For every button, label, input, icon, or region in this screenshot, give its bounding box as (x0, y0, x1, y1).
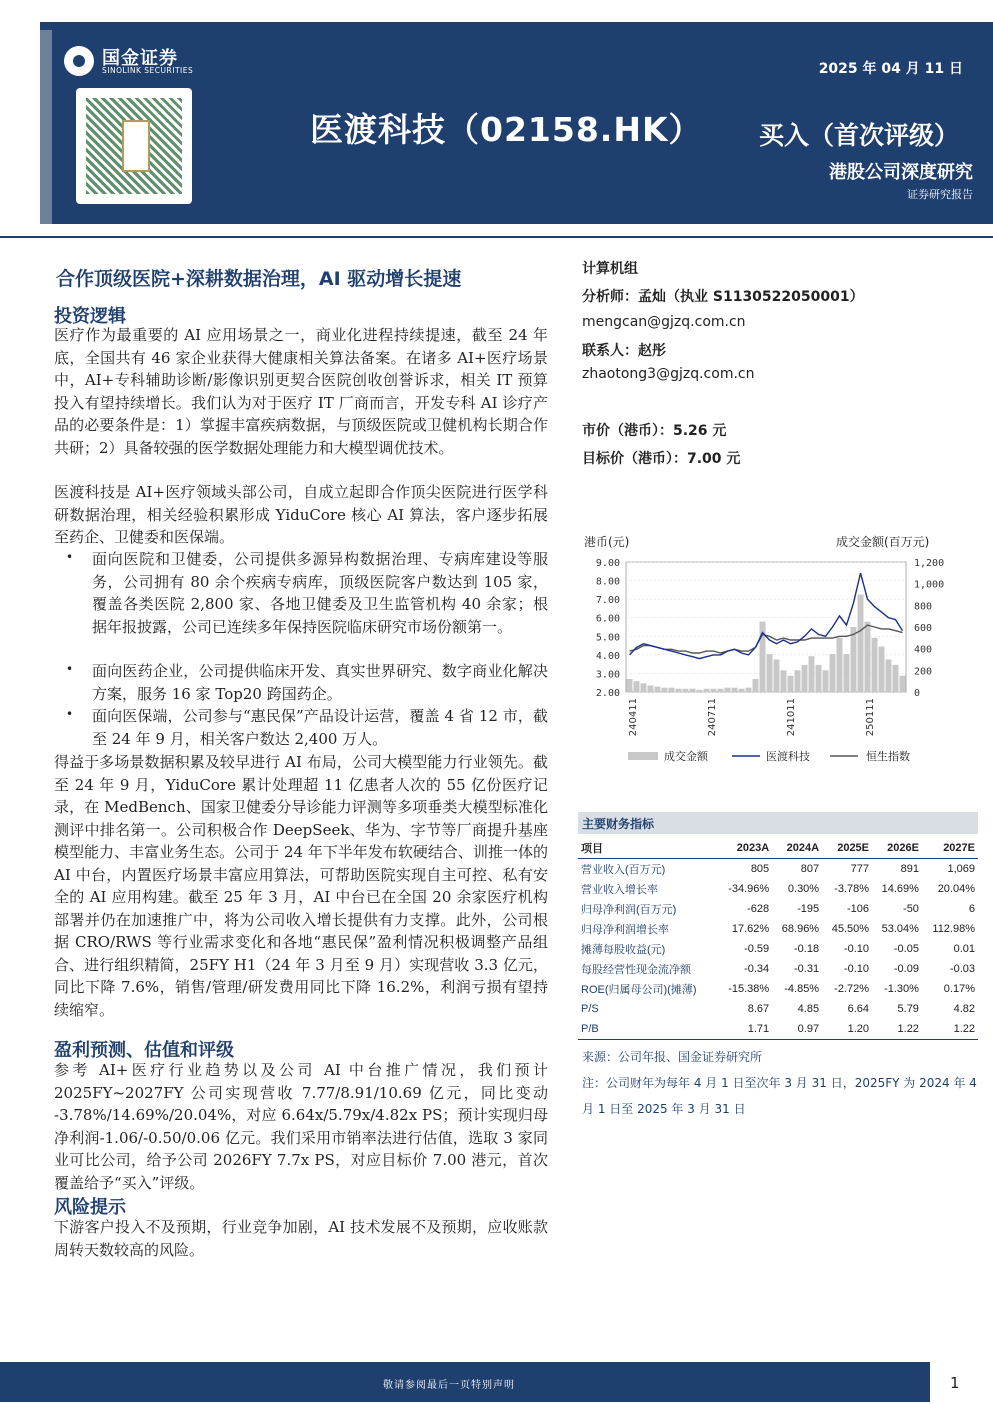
target-price: 目标价（港币）：7.00 元 (582, 451, 741, 467)
table-cell: 777 (850, 863, 870, 875)
table-row-label: 营业收入增长率 (581, 884, 658, 896)
y2-axis-label: 成交金额(百万元) (836, 535, 930, 549)
headline: 合作顶级医院+深耕数据治理，AI 驱动增长提速 (56, 268, 462, 290)
volume-bar (690, 689, 696, 692)
volume-bar (634, 681, 640, 692)
table-cell: 14.69% (881, 883, 919, 895)
table-row-label: P/S (581, 1003, 599, 1015)
table-cell: 891 (900, 863, 919, 875)
table-cell: -50 (903, 903, 919, 915)
table-title-bar (578, 812, 978, 834)
table-title: 主要财务指标 (582, 817, 655, 831)
table-cell: -0.31 (794, 963, 820, 975)
table-row (578, 959, 978, 979)
table-row (578, 899, 978, 919)
table-cell: -0.10 (843, 943, 870, 955)
y2-tick-label: 1,000 (914, 579, 945, 591)
legend-swatch-volume (628, 752, 658, 760)
y-tick-label: 2.00 (595, 688, 620, 699)
bullet-marker: • (66, 662, 74, 676)
table-row (578, 999, 978, 1019)
volume-bar (900, 676, 906, 692)
volume-bar (655, 687, 661, 692)
table-cell: -195 (797, 903, 820, 915)
table-cell: -0.05 (893, 943, 919, 955)
volume-bar (704, 689, 710, 692)
section-title-forecast: 盈利预测、估值和评级 (54, 1040, 234, 1061)
volume-bar (858, 595, 864, 693)
analyst-name: 分析师：孟灿（执业 S1130522050001） (582, 289, 864, 305)
volume-bar (886, 660, 892, 693)
table-cell: -1.30% (884, 983, 919, 995)
table-cell: 112.98% (932, 923, 975, 935)
table-cell: -2.72% (834, 983, 870, 995)
table-cell: -0.18 (794, 943, 820, 955)
report-date: 2025 年 04 月 11 日 (818, 61, 963, 77)
volume-bar (669, 688, 675, 692)
table-row-label: 营业收入(百万元) (581, 864, 666, 876)
y2-tick-label: 800 (914, 601, 933, 613)
table-header-cell: 2026E (872, 838, 922, 859)
table-cell: -0.59 (744, 943, 770, 955)
risk-paragraph: 下游客户投入不及预期，行业竞争加剧，AI 技术发展不及预期，应收账款周转天数较高的风险。 (54, 1218, 548, 1259)
volume-bar (718, 689, 724, 692)
y-tick-label: 9.00 (595, 558, 620, 569)
table-cell: -0.03 (949, 963, 975, 975)
volume-bar (683, 689, 689, 692)
volume-bar (893, 665, 899, 692)
sinolink-logo-icon (64, 46, 94, 76)
stock-chart (576, 528, 966, 773)
table-cell: 8.67 (747, 1003, 770, 1015)
contact-email[interactable]: zhaotong3@gjzq.com.cn (582, 366, 755, 382)
table-cell: 4.85 (797, 1003, 820, 1015)
y-tick-label: 5.00 (595, 632, 620, 644)
table-cell: 1,069 (947, 863, 975, 875)
table-cell: 0.17% (943, 983, 975, 995)
table-cell: 45.50% (831, 923, 870, 935)
table-header-row (578, 838, 978, 859)
table-cell: 6 (968, 903, 975, 915)
table-cell: -34.96% (728, 883, 770, 895)
table-row-label: P/B (578, 1019, 718, 1040)
volume-bar (697, 690, 703, 692)
volume-bar (844, 654, 850, 692)
y2-tick-label: 1,200 (914, 558, 945, 569)
volume-bar (781, 670, 787, 692)
bullet-marker: • (66, 707, 74, 721)
volume-bar (746, 688, 752, 692)
table-header-cell: 项目 (578, 838, 718, 859)
table-header-cell: 2024A (772, 838, 822, 859)
x-tick-label: 240411 (628, 698, 639, 737)
y-tick-label: 3.00 (595, 669, 620, 681)
qr-center-logo (122, 120, 150, 172)
logo-en: SINOLINK SECURITIES (102, 66, 194, 75)
volume-bar (739, 689, 745, 692)
table-cell: -0.34 (744, 963, 770, 975)
table-row-label: 归母净利润增长率 (581, 924, 669, 936)
y-tick-label: 8.00 (595, 576, 620, 588)
volume-bar (648, 686, 654, 693)
volume-bar (676, 689, 682, 692)
market-price: 市价（港币）：5.26 元 (582, 423, 727, 439)
volume-bar (872, 638, 878, 692)
logic-bullet-3: 面向医保端，公司参与“惠民保”产品设计运营，覆盖 4 省 12 市，截至 24 年 9 月，相关客户数达 2,400 万人。 (92, 707, 548, 748)
volume-bar (662, 688, 668, 692)
section-title-risk: 风险提示 (54, 1197, 126, 1218)
y2-tick-label: 400 (914, 644, 933, 656)
volume-bar (830, 654, 836, 692)
volume-bar (753, 679, 759, 692)
table-cell: 4.82 (953, 1003, 975, 1015)
legend-label-volume: 成交金额 (664, 750, 708, 763)
table-row (578, 919, 978, 939)
analyst-group: 计算机组 (582, 261, 638, 277)
table-header-cell: 2027E (922, 838, 978, 859)
volume-bar (823, 670, 829, 692)
table-note-2: 月 1 日至 2025 年 3 月 31 日 (582, 1102, 746, 1116)
table-cell: -4.85% (784, 983, 820, 995)
table-cell: 805 (750, 863, 770, 875)
table-row-label: 归母净利润(百万元) (581, 904, 677, 916)
chart-plot-area (626, 562, 906, 692)
volume-bar (732, 688, 738, 692)
report-subtype: 港股公司深度研究 (829, 162, 973, 183)
y-tick-label: 6.00 (595, 613, 620, 625)
table-row (578, 939, 978, 959)
table-note-1: 注：公司财年为每年 4 月 1 日至次年 3 月 31 日，2025FY 为 2024 年 4 (582, 1076, 977, 1090)
logic-paragraph-2: 医渡科技是 AI+医疗领域头部公司，自成立起即合作顶尖医院进行医学科研数据治理，相关经验积累形成 YiduCore 核心 AI 算法，客户逐步拓展至药企、卫健委和医保端。 (54, 483, 548, 546)
y2-tick-label: 600 (914, 623, 933, 634)
forecast-paragraph: 参考 AI+医疗行业趋势以及公司 AI 中台推广情况，我们预计 2025FY~2027FY 公司实现营收 7.77/8.91/10.69 亿元，同比变动 -3.78%/14.69%/20.04%，对应 6.64x/5.79x/4.82x PS；预计实现归母净利润-1.06/-0.50/0.06 亿元。我们采用市销率法进行估值，选取 3 家同业可比公司，给予公司 2026FY 7.7x PS，对应目标价 7.00 港元，首次覆盖给予“买入”评级。 (54, 1061, 548, 1192)
y-tick-label: 7.00 (595, 595, 620, 607)
y-axis-label: 港币(元) (584, 535, 630, 549)
volume-bar (711, 689, 717, 692)
table-cell: -0.10 (843, 963, 870, 975)
volume-bar (816, 665, 822, 692)
table-row-label: 摊薄每股收益(元) (581, 944, 666, 956)
y2-tick-label: 0 (914, 688, 921, 699)
table-source: 来源：公司年报、国金证券研究所 (582, 1050, 763, 1064)
legend-label-yidu: 医渡科技 (766, 750, 810, 763)
x-tick-label: 250111 (865, 698, 877, 737)
table-cell: -15.38% (728, 983, 770, 995)
contact-name: 联系人：赵彤 (582, 343, 666, 359)
section-title-logic: 投资逻辑 (54, 306, 126, 327)
rating: 买入（首次评级） (758, 121, 959, 150)
table-header-cell: 2025E (822, 838, 872, 859)
logo-cn: 国金证券 (102, 48, 178, 69)
table-cell: -106 (846, 903, 870, 915)
volume-bar (851, 627, 857, 692)
financial-table (578, 838, 978, 1040)
table-header-cell: 2023A (718, 838, 772, 859)
table-cell: 1.20 (822, 1019, 872, 1040)
volume-bar (767, 654, 773, 692)
table-row-label: ROE(归属母公司)(摊薄) (581, 984, 697, 996)
table-cell: 20.04% (937, 883, 975, 895)
table-row-label: 每股经营性现金流净额 (581, 964, 691, 976)
table-cell: 0.97 (772, 1019, 822, 1040)
bullet-marker: • (66, 550, 74, 564)
table-cell: 6.64 (847, 1003, 870, 1015)
table-cell: 1.71 (718, 1019, 772, 1040)
x-tick-label: 240711 (707, 698, 719, 737)
table-cell: 1.22 (922, 1019, 978, 1040)
header-divider (0, 236, 993, 238)
logic-paragraph-3: 得益于多场景数据积累及较早进行 AI 布局，公司大模型能力行业领先。截至 24 年 9 月，YiduCore 累计处理超 11 亿患者人次的 55 亿份医疗记录，在 MedBench、国家卫健委分导诊能力评测等多项垂类大模型标准化测评中排名第一。公司积极合作 DeepSeek、华为、字节等厂商提升基座模型能力、丰富业务生态。公司于 24 年下半年发布软硬结合、训推一体的 AI 中台，内置医疗场景丰富应用算法，可帮助医院实现自主可控、私有安全的 AI 应用构建。截至 25 年 3 月，AI 中台已在全国 20 余家医疗机构部署并仍在加速推广中，将为公司收入增长提供有力支撑。此外，公司根据 CRO/RWS 等行业需求变化和各地“惠民保”盈利情况积极调整产品组合、进行组织精简，25FY H1（24 年 3 月至 9 月）实现营收 3.3 亿元，同比下降 7.6%，销售/管理/研发费用同比下降 16.2%，利润亏损有望持续缩窄。 (54, 753, 548, 1019)
legend-label-hsi: 恒生指数 (866, 750, 910, 763)
y2-tick-label: 200 (914, 666, 933, 678)
volume-bar (795, 670, 801, 692)
volume-bar (802, 665, 808, 692)
table-cell: -628 (747, 903, 770, 915)
table-cell: 0.30% (787, 883, 820, 895)
table-cell: 0.01 (953, 943, 975, 955)
table-row (578, 879, 978, 899)
page-number: 1 (950, 1374, 960, 1392)
logic-bullet-2: 面向医药企业，公司提供临床开发、真实世界研究、数字商业化解决方案，服务 16 家 Top20 跨国药企。 (92, 662, 548, 703)
table-cell: 807 (800, 863, 820, 875)
logic-bullet-1: 面向医院和卫健委，公司提供多源异构数据治理、专病库建设等服务，公司拥有 80 余个疾病专病库，顶级医院客户数达到 105 家，覆盖各类医院 2,800 家、各地卫健委及卫生监管机构 40 余家；根据年报披露，公司已连续多年保持医院临床研究市场份额第一。 (92, 550, 548, 636)
table-cell: -0.09 (893, 963, 919, 975)
footer-disclaimer: 敬请参阅最后一页特别声明 (383, 1380, 515, 1391)
table-row (578, 1019, 978, 1040)
page-title: 医渡科技（02158.HK） (310, 110, 703, 149)
volume-bar (809, 656, 815, 692)
x-tick-label: 241011 (786, 698, 798, 737)
logic-paragraph-1: 医疗作为最重要的 AI 应用场景之一，商业化进程持续提速，截至 24 年底，全国共有 46 家企业获得大健康相关算法备案。在诸多 AI+医疗场景中，AI+专科辅助诊断/影像识别更契合医院创收创誉诉求，相关 IT 预算投入有望持续增长。我们认为对于医疗 IT 厂商而言，开发专科 AI 诊疗产品的必要条件是：1）掌握丰富疾病数据，与顶级医院或卫健机构长期合作共研；2）具备较强的医学数据处理能力和大模型调优技术。 (54, 326, 548, 457)
y-tick-label: 4.00 (595, 650, 620, 662)
header-shadow (40, 30, 52, 224)
table-cell: 1.22 (872, 1019, 922, 1040)
qr-code-icon (76, 88, 192, 204)
volume-bar (627, 679, 633, 692)
report-type: 证券研究报告 (907, 188, 973, 201)
table-cell: 53.04% (881, 923, 919, 935)
analyst-email[interactable]: mengcan@gjzq.com.cn (582, 314, 746, 330)
volume-bar (725, 688, 731, 692)
table-cell: 5.79 (897, 1003, 919, 1015)
table-cell: 17.62% (731, 923, 770, 935)
table-row (578, 979, 978, 999)
volume-bar (879, 647, 885, 693)
table-cell: 68.96% (781, 923, 820, 935)
table-cell: -3.78% (834, 883, 870, 895)
volume-bar (788, 676, 794, 692)
volume-bar (865, 622, 871, 692)
volume-bar (837, 638, 843, 692)
volume-bar (774, 660, 780, 693)
volume-bar (641, 683, 647, 692)
table-row (578, 859, 978, 880)
